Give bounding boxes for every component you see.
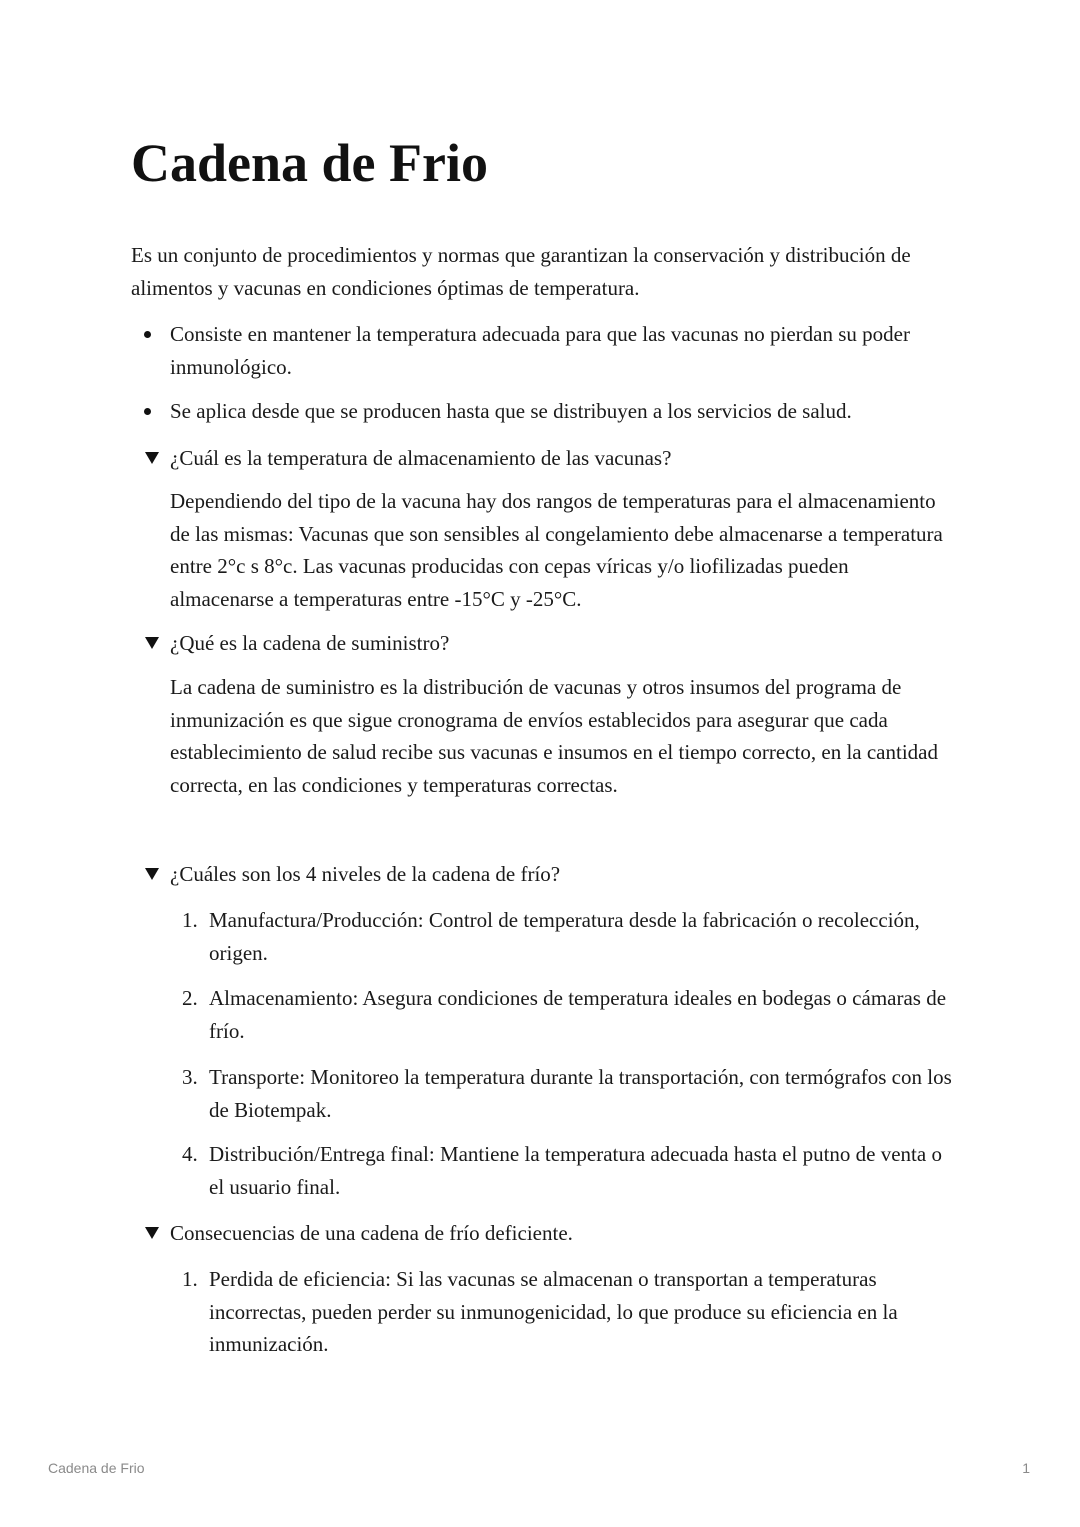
item-text: Almacenamiento: Asegura condiciones de temperatura ideales en bodegas o cámaras de frío.: [209, 986, 947, 1043]
item-text: Transporte: Monitoreo la temperatura durante la transportación, con termógrafos con los de Biotempak.: [209, 1065, 952, 1122]
item-number: 2.: [182, 986, 198, 1010]
bullet-text: Consiste en mantener la temperatura adecuada para que las vacunas no pierdan su poder inmunológico.: [170, 322, 910, 379]
item-number: 1.: [182, 908, 198, 932]
intro-paragraph: Es un conjunto de procedimientos y normas que garantizan la conservación y distribución de alimentos y vacunas en condiciones óptimas de temperatura.: [131, 243, 911, 300]
bullet-dot-icon: [144, 331, 151, 338]
bullet-dot-icon: [144, 408, 151, 415]
toggle-triangle-down-icon[interactable]: [145, 452, 159, 464]
toggle-answer: Dependiendo del tipo de la vacuna hay dos rangos de temperaturas para el almacenamiento de las mismas: Vacunas que son sensibles al congelamiento debe almacenarse a temperatura entre 2°c s 8°c. Las vacunas producidas con cepas víricas y/o liofilizadas pueden almacenarse a temperaturas entre -15°C y -25°C.: [170, 489, 943, 611]
toggle-question[interactable]: ¿Qué es la cadena de suministro?: [170, 631, 450, 655]
toggle-question[interactable]: ¿Cuál es la temperatura de almacenamiento de las vacunas?: [170, 446, 672, 470]
toggle-triangle-down-icon[interactable]: [145, 1227, 159, 1239]
item-number: 1.: [182, 1267, 198, 1291]
page-title: Cadena de Frio: [131, 133, 488, 193]
toggle-triangle-down-icon[interactable]: [145, 637, 159, 649]
toggle-answer: La cadena de suministro es la distribución de vacunas y otros insumos del programa de inmunización es que sigue cronograma de envíos establecidos para asegurar que cada establecimiento de salud recibe sus vacunas e insumos en el tiempo correcto, en la cantidad correcta, en las condiciones y temperaturas correctas.: [170, 675, 938, 797]
item-text: Manufactura/Producción: Control de temperatura desde la fabricación o recolección, origen.: [209, 908, 920, 965]
toggle-question[interactable]: ¿Cuáles son los 4 niveles de la cadena de frío?: [170, 862, 561, 886]
bullet-text: Se aplica desde que se producen hasta que se distribuyen a los servicios de salud.: [170, 399, 852, 423]
item-number: 3.: [182, 1065, 198, 1089]
footer-document-name: Cadena de Frio: [48, 1460, 145, 1476]
item-text: Distribución/Entrega final: Mantiene la temperatura adecuada hasta el putno de venta o el usuario final.: [209, 1142, 942, 1199]
toggle-question[interactable]: Consecuencias de una cadena de frío deficiente.: [170, 1221, 573, 1245]
footer-page-number: 1: [1022, 1460, 1030, 1476]
item-text: Perdida de eficiencia: Si las vacunas se almacenan o transportan a temperaturas incorrectas, pueden perder su inmunogenicidad, lo que produce su eficiencia en la inmunización.: [209, 1267, 898, 1356]
item-number: 4.: [182, 1142, 198, 1166]
toggle-triangle-down-icon[interactable]: [145, 868, 159, 880]
